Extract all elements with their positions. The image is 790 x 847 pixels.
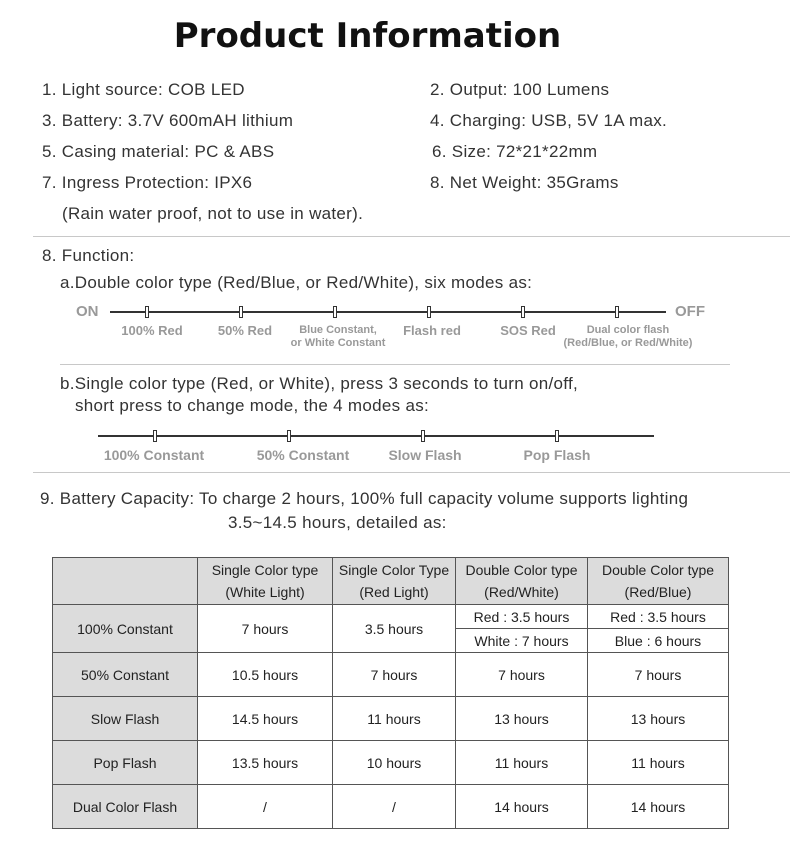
spec-ingress: 7. Ingress Protection: IPX6 [42, 173, 253, 192]
battery-capacity-table [52, 557, 729, 829]
mode-flash-red: Flash red [403, 323, 461, 338]
mode-white-constant: or White Constant [290, 337, 386, 349]
table-cell: 11 hours [588, 741, 729, 785]
mode-dual-color-flash-note: (Red/Blue, or Red/White) [563, 337, 693, 349]
table-row [53, 653, 729, 697]
mode-50-constant: 50% Constant [256, 447, 350, 463]
spec-casing: 5. Casing material: PC & ABS [42, 142, 275, 161]
mode-pop-flash: Pop Flash [523, 447, 591, 463]
table-cell: Blue : 6 hours [588, 629, 729, 653]
double-mode-line [110, 311, 666, 313]
spec-ingress-note: (Rain water proof, not to use in water). [62, 204, 364, 223]
battery-capacity-line-2: 3.5~14.5 hours, detailed as: [228, 513, 447, 532]
table-row [53, 785, 729, 829]
row-label: Slow Flash [53, 697, 198, 741]
off-label: OFF [675, 303, 705, 320]
battery-capacity-line-1: 9. Battery Capacity: To charge 2 hours, 100% full capacity volume supports lighting [40, 489, 689, 508]
mode-100-red: 100% Red [121, 323, 183, 338]
spec-light-source: 1. Light source: COB LED [42, 80, 245, 99]
spec-size: 6. Size: 72*21*22mm [432, 142, 598, 161]
spec-output: 2. Output: 100 Lumens [430, 80, 610, 99]
table-cell: 11 hours [456, 741, 588, 785]
table-row [53, 605, 729, 629]
mode-tick [615, 306, 619, 318]
mode-tick [153, 430, 157, 442]
mode-tick [421, 430, 425, 442]
on-label: ON [76, 303, 99, 320]
mode-tick [239, 306, 243, 318]
table-cell: 7 hours [456, 653, 588, 697]
mode-tick [555, 430, 559, 442]
table-header-cell: Double Color type (Red/Blue) [588, 558, 729, 605]
single-color-desc-2: short press to change mode, the 4 modes as: [75, 396, 430, 415]
table-cell: 14.5 hours [198, 697, 333, 741]
spec-battery: 3. Battery: 3.7V 600mAH lithium [42, 111, 294, 130]
single-color-desc-1: b.Single color type (Red, or White), press 3 seconds to turn on/off, [60, 374, 579, 393]
table-corner-cell [53, 558, 198, 605]
table-cell: 10 hours [333, 741, 456, 785]
mode-tick [333, 306, 337, 318]
divider [33, 472, 790, 473]
mode-blue-constant: Blue Constant, [299, 324, 377, 336]
table-cell: 3.5 hours [333, 605, 456, 653]
mode-tick [287, 430, 291, 442]
table-cell: 7 hours [198, 605, 333, 653]
divider [60, 364, 730, 365]
table-cell: 10.5 hours [198, 653, 333, 697]
spec-charging: 4. Charging: USB, 5V 1A max. [430, 111, 668, 130]
table-cell: 11 hours [333, 697, 456, 741]
function-heading: 8. Function: [42, 246, 135, 265]
row-label: 100% Constant [53, 605, 198, 653]
table-cell: 13 hours [588, 697, 729, 741]
page-title: Product Information [173, 16, 562, 56]
table-cell: 13.5 hours [198, 741, 333, 785]
mode-tick [145, 306, 149, 318]
divider [33, 236, 790, 237]
single-mode-line [98, 435, 654, 437]
table-cell: 14 hours [456, 785, 588, 829]
table-cell: / [333, 785, 456, 829]
mode-50-red: 50% Red [217, 323, 273, 338]
table-cell: 7 hours [333, 653, 456, 697]
mode-dual-color-flash: Dual color flash [586, 324, 670, 336]
table-cell: White : 7 hours [456, 629, 588, 653]
mode-slow-flash: Slow Flash [388, 447, 462, 463]
table-cell: 14 hours [588, 785, 729, 829]
spec-weight: 8. Net Weight: 35Grams [430, 173, 619, 192]
row-label: Pop Flash [53, 741, 198, 785]
mode-tick [521, 306, 525, 318]
table-row [53, 697, 729, 741]
mode-tick [427, 306, 431, 318]
table-cell: / [198, 785, 333, 829]
row-label: 50% Constant [53, 653, 198, 697]
double-color-desc: a.Double color type (Red/Blue, or Red/White), six modes as: [60, 273, 533, 292]
table-cell: Red : 3.5 hours [588, 605, 729, 629]
table-header-cell: Single Color type (White Light) [198, 558, 333, 605]
table-cell: Red : 3.5 hours [456, 605, 588, 629]
table-header-cell: Single Color Type (Red Light) [333, 558, 456, 605]
table-header-cell: Double Color type (Red/White) [456, 558, 588, 605]
table-header-row [53, 558, 729, 605]
table-cell: 7 hours [588, 653, 729, 697]
table-cell: 13 hours [456, 697, 588, 741]
row-label: Dual Color Flash [53, 785, 198, 829]
table-row [53, 741, 729, 785]
mode-100-constant: 100% Constant [103, 447, 205, 463]
mode-sos-red: SOS Red [500, 323, 556, 338]
